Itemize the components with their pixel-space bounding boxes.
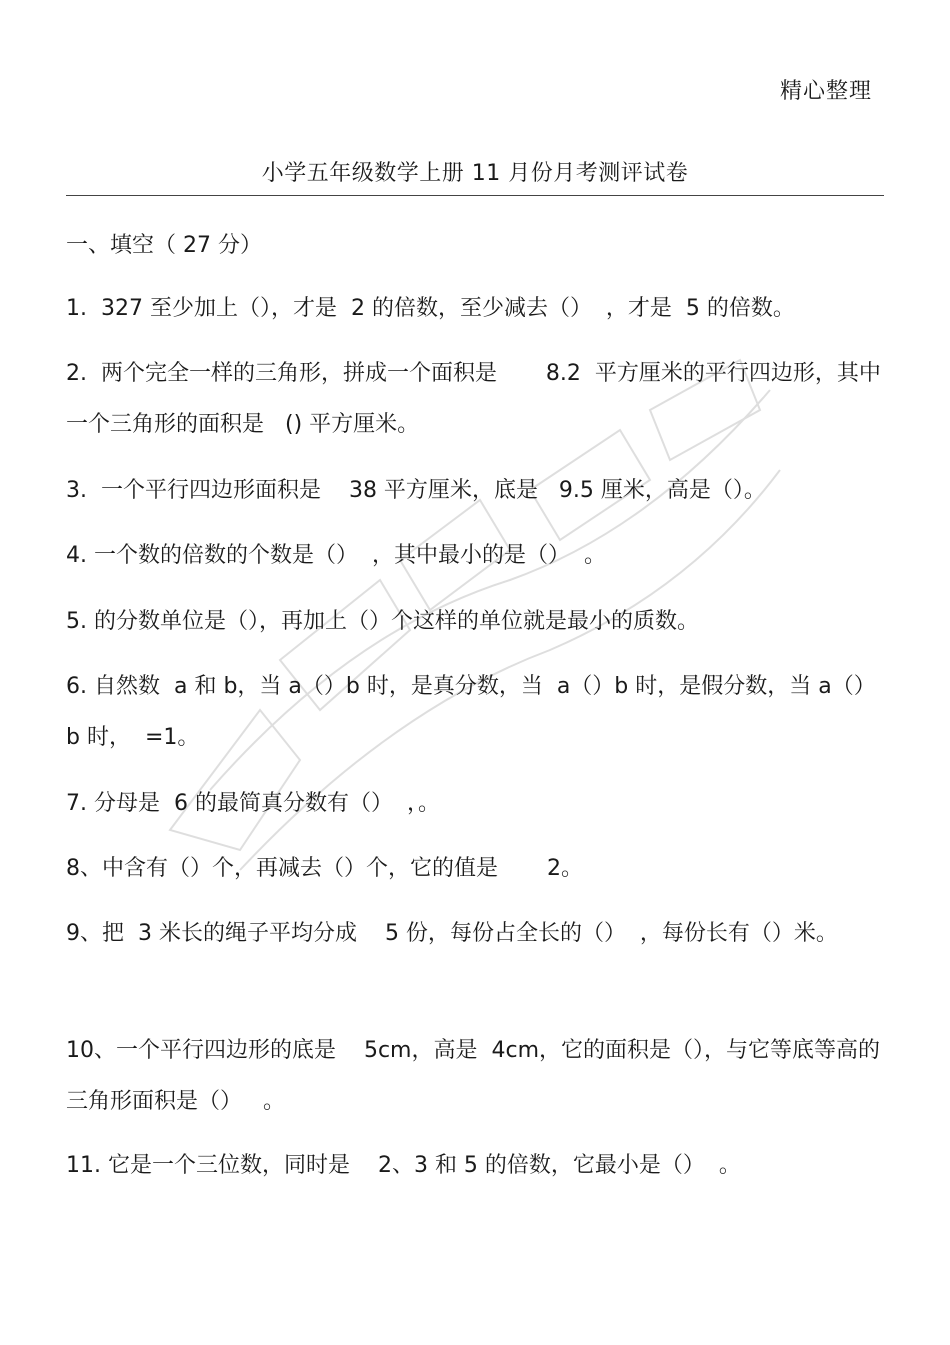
question-8: 8、中含有（）个，再减去（）个，它的值是 2。 [66,856,583,881]
question-11: 11. 它是一个三位数，同时是 2、3 和 5 的倍数，它最小是（） 。 [66,1153,741,1178]
title-divider [66,195,884,196]
question-6: 6. 自然数 a 和 b，当 a（）b 时，是真分数，当 a（）b 时，是假分数，当 a（） b 时， =1。 [66,674,883,750]
question-9: 9、把 3 米长的绳子平均分成 5 份，每份占全长的（） ，每份长有（）米。 [66,921,838,946]
question-10: 10、一个平行四边形的底是 5cm，高是 4cm，它的面积是（），与它等底等高的三角形面积是（） 。 [66,1038,881,1114]
header-note: 精心整理 [779,79,872,104]
section-heading: 一、填空（ 27 分） [66,233,262,258]
question-2: 2. 两个完全一样的三角形，拼成一个面积是 8.2 平方厘米的平行四边形，其中一个三角形的面积是 () 平方厘米。 [66,361,881,437]
exam-title: 小学五年级数学上册 11 月份月考测评试卷 [261,161,689,186]
question-5: 5. 的分数单位是（），再加上（）个这样的单位就是最小的质数。 [66,609,699,634]
question-3: 3. 一个平行四边形面积是 38 平方厘米，底是 9.5 厘米，高是（）。 [66,478,766,503]
question-1: 1. 327 至少加上（），才是 2 的倍数，至少减去（） ，才是 5 的倍数。 [66,296,795,321]
question-7: 7. 分母是 6 的最简真分数有（） ，。 [66,791,440,816]
question-4: 4. 一个数的倍数的个数是（） ，其中最小的是（） 。 [66,543,606,568]
